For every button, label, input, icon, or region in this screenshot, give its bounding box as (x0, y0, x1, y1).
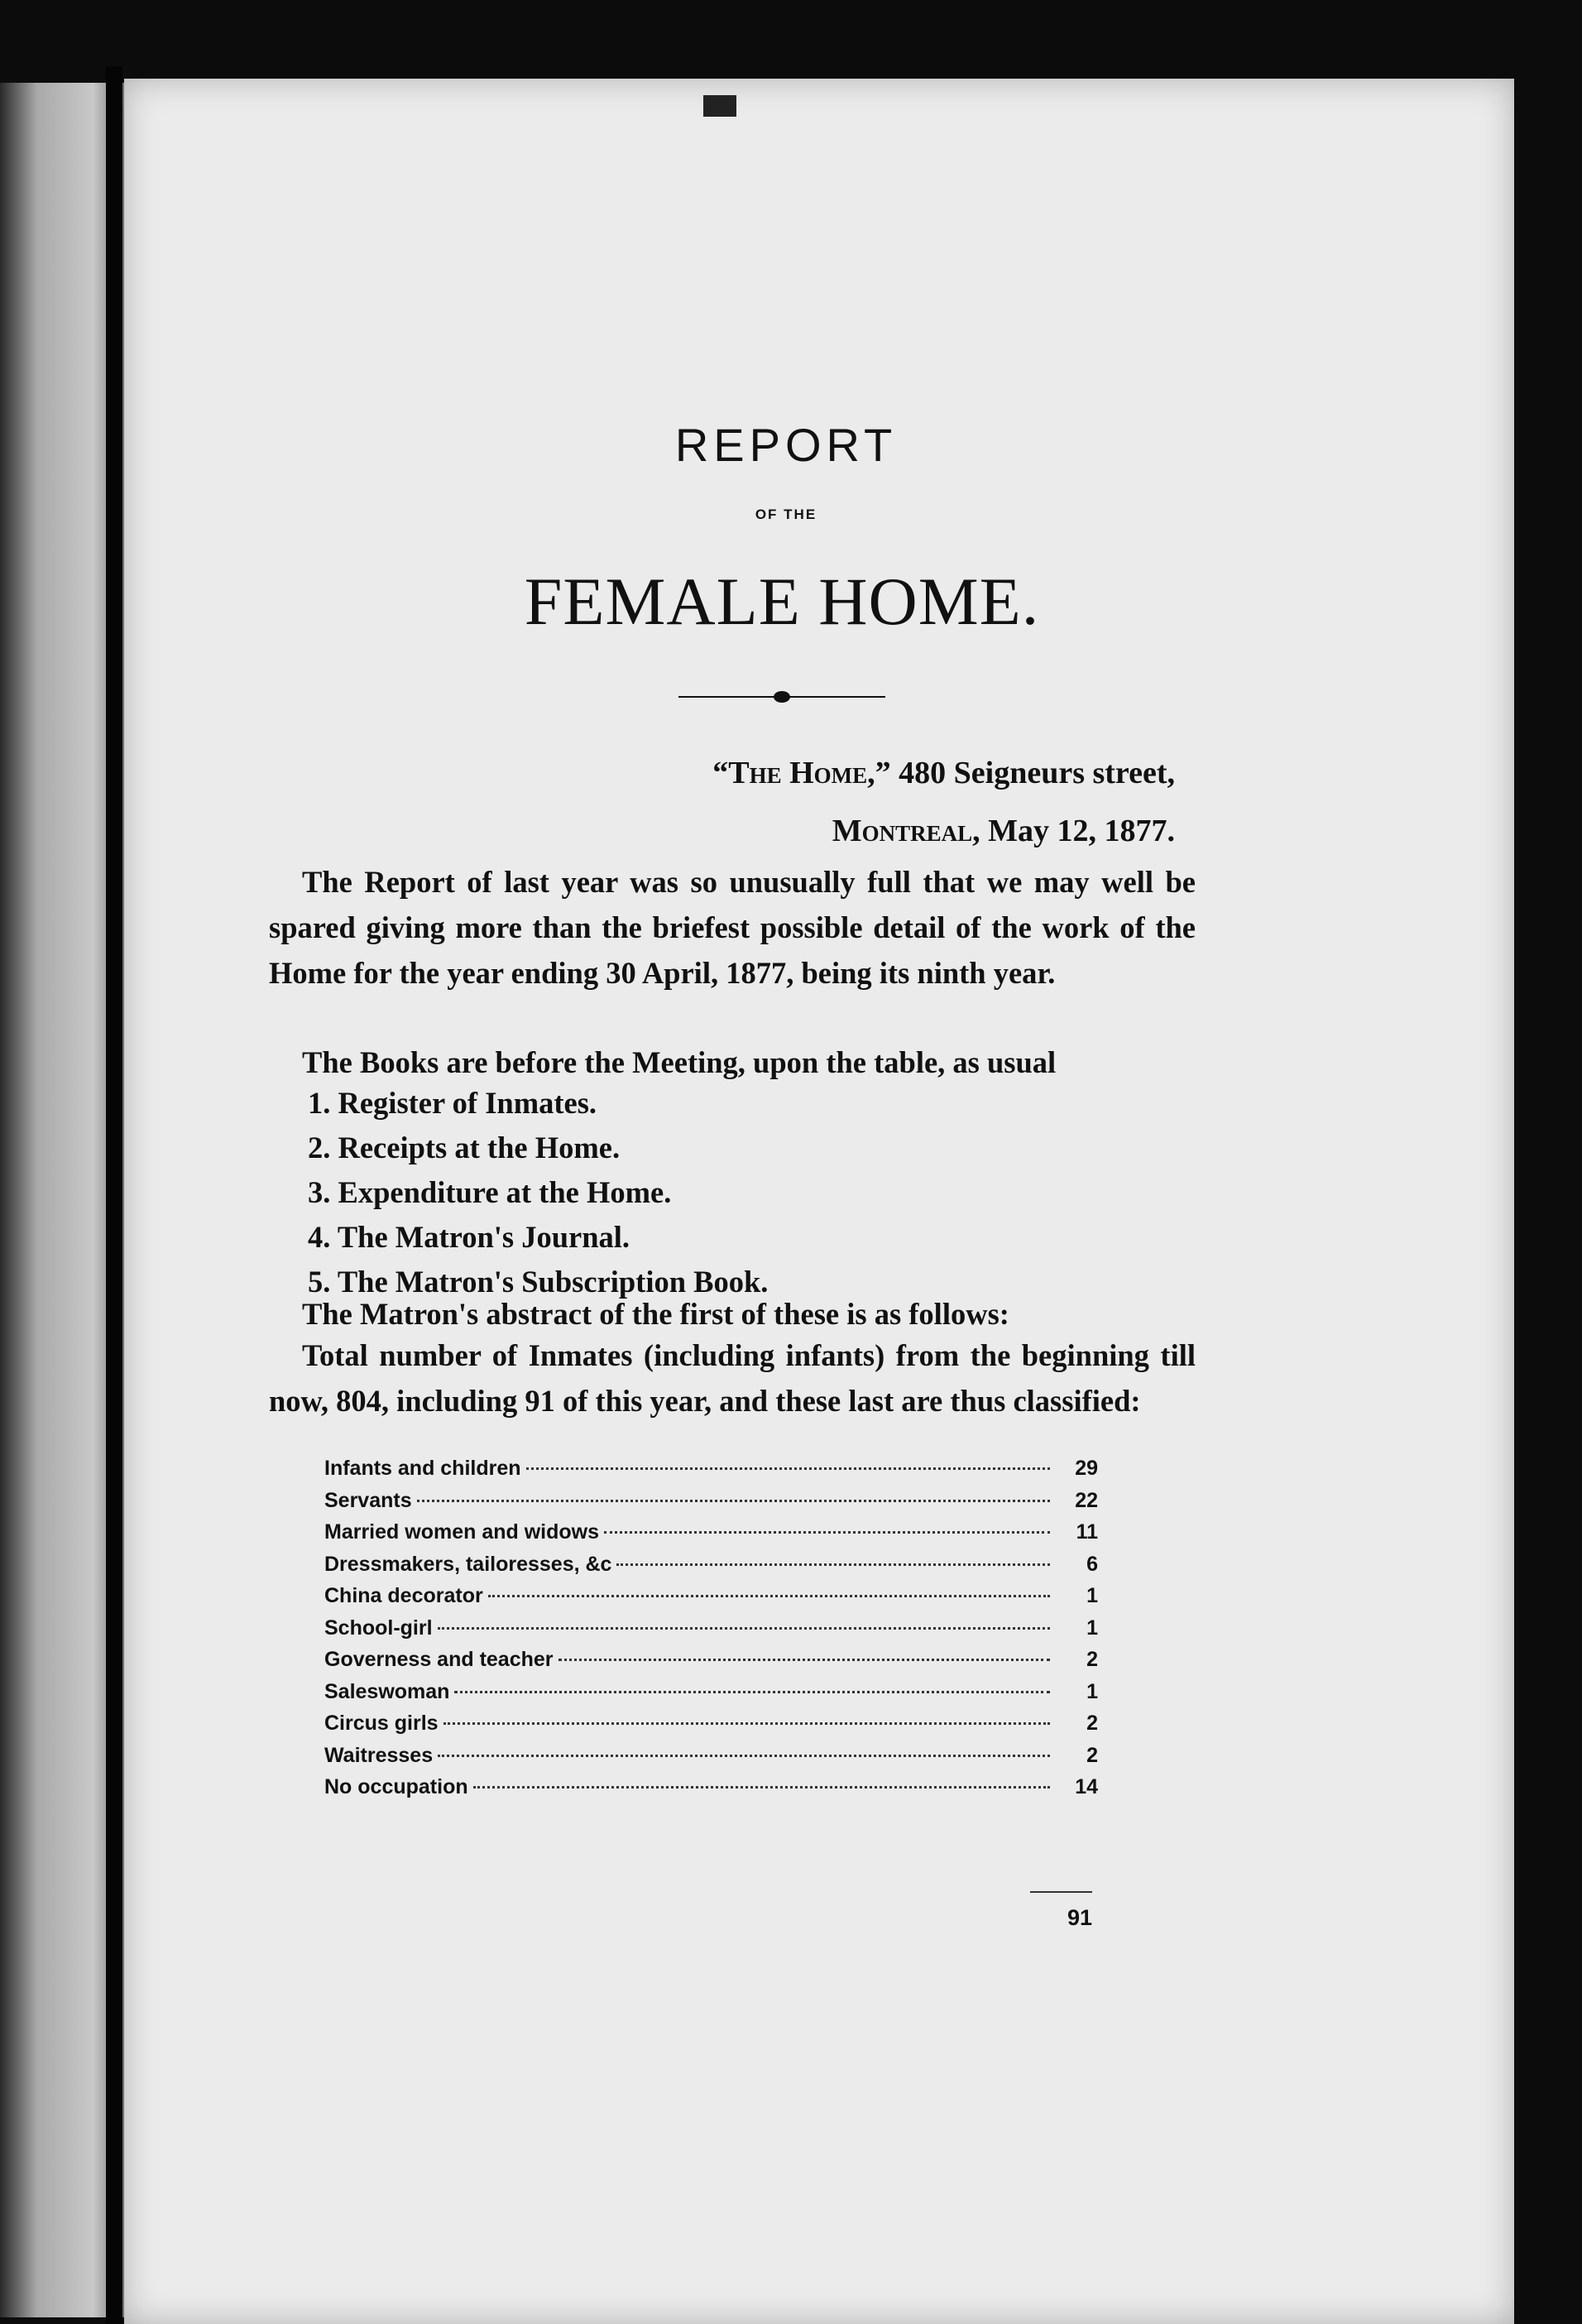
row-label: China decorator (324, 1584, 483, 1607)
row-value: 1 (1086, 1616, 1098, 1640)
row-value: 1 (1086, 1679, 1098, 1703)
heading-title: FEMALE HOME. (524, 564, 1040, 639)
row-value: 1 (1086, 1584, 1098, 1607)
heading-of-the: OF THE (755, 507, 817, 522)
row-label: Circus girls (324, 1712, 439, 1735)
row-value: 6 (1086, 1552, 1098, 1576)
list-item: 1. Register of Inmates. (308, 1086, 597, 1120)
paragraph-intro: The Report of last year was so unusually full that we may well be spared giving more than the briefest possible detail of the work of the Home for the year ending 30 April, 1877, being its ninth year. (269, 865, 1196, 990)
heading-report: REPORT (674, 419, 898, 471)
list-item: 2. Receipts at the Home. (308, 1131, 621, 1164)
table-row (324, 1712, 1098, 1744)
table-row (324, 1520, 1098, 1553)
row-value: 2 (1086, 1743, 1098, 1767)
dateline-date (538, 813, 1175, 849)
row-value: 14 (1075, 1775, 1098, 1798)
list-item: 3. Expenditure at the Home. (308, 1175, 672, 1209)
row-label: No occupation (324, 1775, 468, 1798)
city: Montreal, (832, 814, 980, 848)
table-row (324, 1648, 1098, 1680)
list-item: 4. The Matron's Journal. (308, 1220, 630, 1254)
row-value: 29 (1075, 1457, 1098, 1480)
table-row (324, 1584, 1098, 1616)
classification-total: 91 (1067, 1905, 1092, 1930)
row-label: Dressmakers, tailoresses, &c (324, 1552, 612, 1576)
row-label: Governess and teacher (324, 1648, 554, 1671)
table-row (324, 1680, 1098, 1712)
row-value: 2 (1086, 1712, 1098, 1735)
table-row (324, 1775, 1098, 1808)
table-row (324, 1457, 1098, 1489)
row-label: Servants (324, 1488, 412, 1512)
row-label: Saleswoman (324, 1679, 450, 1703)
row-value: 22 (1075, 1488, 1098, 1512)
total-rule (1030, 1891, 1092, 1893)
paragraph-total: Total number of Inmates (including infants) from the beginning till now, 804, including 91 of this year, and these last are thus classified: (269, 1338, 1196, 1418)
list-item: 5. The Matron's Subscription Book. (308, 1265, 769, 1299)
row-label: Married women and widows (324, 1520, 599, 1544)
row-label: Waitresses (324, 1743, 434, 1767)
row-value: 11 (1076, 1520, 1098, 1544)
paragraph-books: The Books are before the Meeting, upon the table, as usual (302, 1045, 1057, 1079)
row-label: School-girl (324, 1616, 433, 1640)
classification-table (324, 1457, 1098, 1808)
page-mark (703, 95, 736, 117)
ornament-rule (678, 694, 885, 700)
table-row (324, 1553, 1098, 1585)
home-name: “The Home,” (712, 756, 891, 790)
date: May 12, 1877. (980, 814, 1175, 848)
street-address: 480 Seigneurs street, (890, 756, 1175, 790)
book-gutter (106, 66, 122, 2324)
paragraph-abstract: The Matron's abstract of the first of these is as follows: (302, 1297, 1009, 1331)
table-row (324, 1744, 1098, 1776)
books-list (308, 1081, 768, 1304)
dateline-address (538, 755, 1175, 791)
row-value: 2 (1086, 1648, 1098, 1671)
table-row (324, 1489, 1098, 1521)
row-label: Infants and children (324, 1457, 521, 1480)
table-row (324, 1616, 1098, 1649)
